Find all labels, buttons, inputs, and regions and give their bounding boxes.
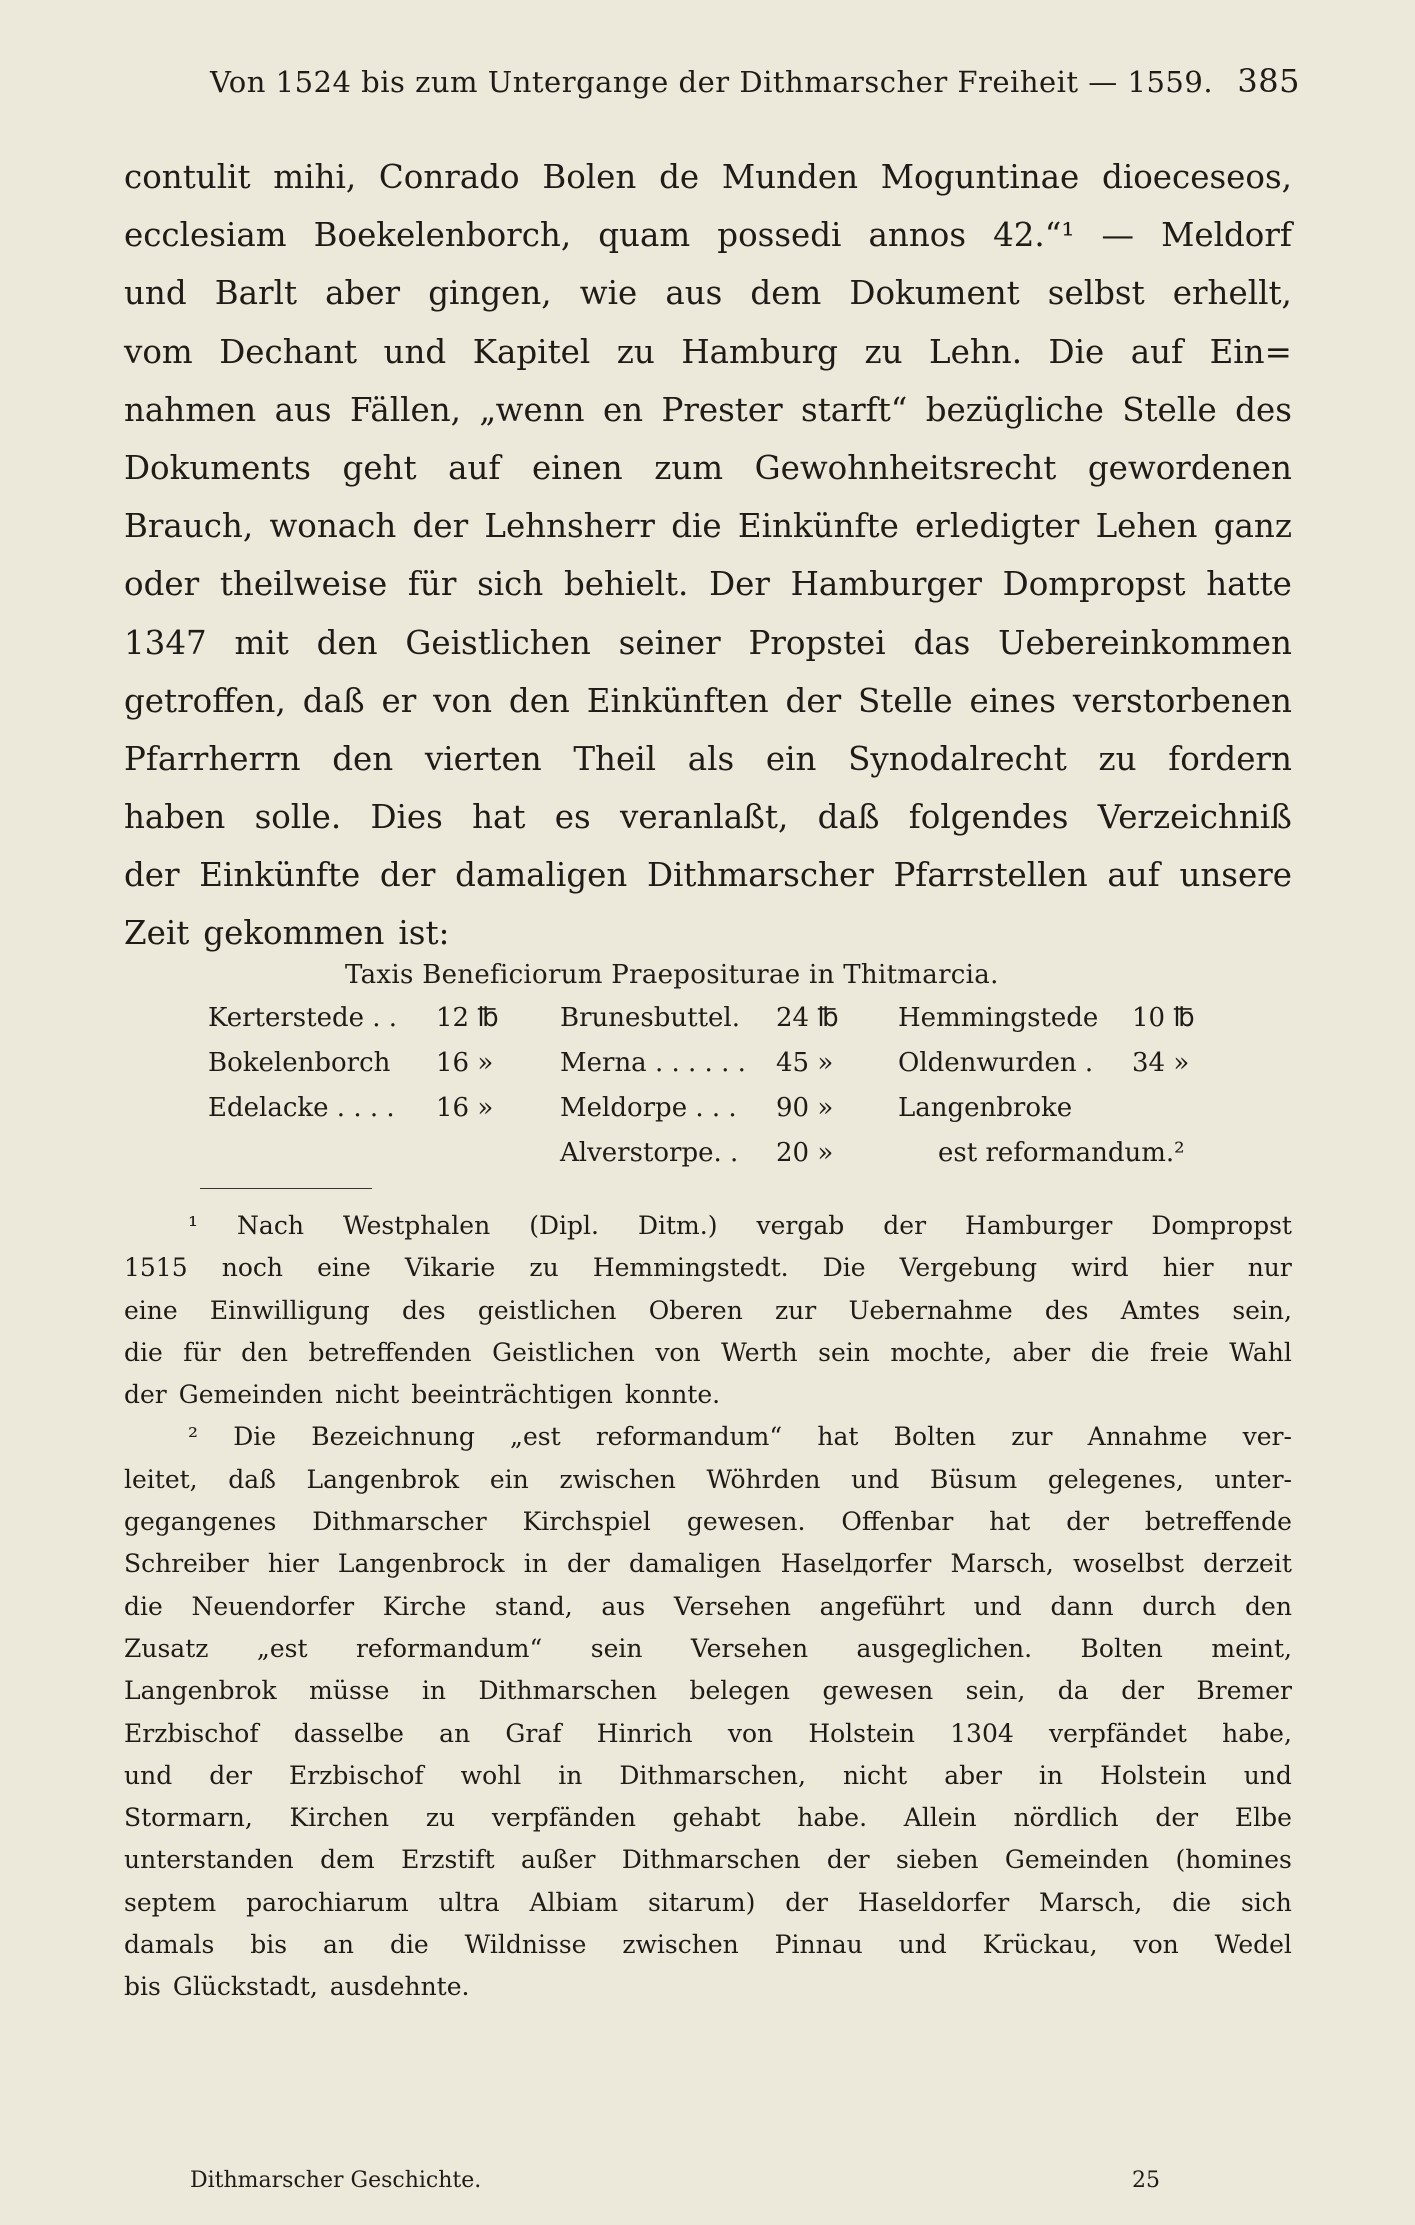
parish-value: 16 »	[436, 1048, 494, 1078]
footnote-line: Erzbischof dasselbe an Graf Hinrich von Holstein 1304 verpfändet habe,	[124, 1718, 1292, 1748]
body-line: contulit mihi, Conrado Bolen de Munden Moguntinae dioeceseos,	[124, 158, 1292, 196]
parish-name: Hemmingstede	[898, 1003, 1099, 1033]
footnote-line: die für den betreffenden Geistlichen von Werth sein mochte, aber die freie Wahl	[124, 1337, 1292, 1367]
parish-name: Edelacke . . . .	[208, 1093, 395, 1123]
footnote-divider	[200, 1188, 372, 1189]
footnote-line: die Neuendorfer Kirche stand, aus Versehen angeführt und dann durch den	[124, 1591, 1292, 1621]
parish-value: 10 ℔	[1132, 1003, 1195, 1033]
footnote-line: eine Einwilligung des geistlichen Oberen zur Uebernahme des Amtes sein,	[124, 1295, 1292, 1325]
parish-name: Brunesbuttel.	[560, 1003, 741, 1033]
footnote-line: Zusatz „est reformandum“ sein Versehen ausgeglichen. Bolten meint,	[124, 1633, 1292, 1663]
signature-mark: Dithmarscher Geschichte.	[190, 2168, 482, 2193]
taxis-table	[208, 1003, 1208, 1183]
page-number: 385	[1237, 62, 1300, 100]
body-line: ecclesiam Boekelenborch, quam possedi annos 42.“¹ — Meldorf	[124, 216, 1292, 255]
body-line: getroffen, daß er von den Einkünften der Stelle eines verstorbenen	[124, 681, 1292, 720]
taxis-row	[208, 1003, 1208, 1048]
body-line: oder theilweise für sich behielt. Der Hamburger Dompropst hatte	[124, 565, 1292, 604]
parish-value: 45 »	[776, 1048, 834, 1078]
page-footer	[190, 2168, 1160, 2193]
body-line: vom Dechant und Kapitel zu Hamburg zu Lehn. Die auf Ein=	[124, 332, 1292, 371]
main-text	[124, 148, 1292, 963]
body-line: 1347 mit den Geistlichen seiner Propstei das Uebereinkommen	[124, 623, 1292, 662]
parish-name: Bokelenborch	[208, 1048, 391, 1078]
parish-name: Kerterstede . .	[208, 1003, 398, 1033]
footnote-line: ² Die Bezeichnung „est reformandum“ hat Bolten zur Annahme ver-	[188, 1422, 1292, 1452]
parish-value: 20 »	[776, 1138, 834, 1168]
parish-value: 90 »	[776, 1093, 834, 1123]
parish-name: Meldorpe . . .	[560, 1093, 737, 1123]
body-line: haben solle. Dies hat es veranlaßt, daß folgendes Verzeichniß	[124, 798, 1292, 837]
taxis-row	[208, 1138, 1208, 1183]
body-line: der Einkünfte der damaligen Dithmarscher Pfarrstellen auf unsere	[124, 856, 1292, 895]
sheet-number: 25	[1132, 2168, 1160, 2193]
footnote-line: septem parochiarum ultra Albiam sitarum) der Haseldorfer Marsch, die sich	[124, 1887, 1292, 1917]
parish-name: est reformandum.²	[938, 1138, 1185, 1168]
footnote-line: Schreiber hier Langenbrock in der damaligen Haselдorfer Marsch, woselbst derzeit	[124, 1549, 1292, 1579]
footnote-line: 1515 noch eine Vikarie zu Hemmingstedt. Die Vergebung wird hier nur	[124, 1253, 1292, 1283]
footnote-line: Stormarn, Kirchen zu verpfänden gehabt habe. Allein nördlich der Elbe	[124, 1803, 1292, 1833]
footnote-line: und der Erzbischof wohl in Dithmarschen, nicht aber in Holstein und	[124, 1760, 1292, 1790]
footnote-line: leitet, daß Langenbrok ein zwischen Wöhrden und Büsum gelegenes, unter-	[124, 1464, 1292, 1494]
footnote-line: damals bis an die Wildnisse zwischen Pinnau und Krückau, von Wedel	[124, 1930, 1292, 1960]
footnote-line: unterstanden dem Erzstift außer Dithmarschen der sieben Gemeinden (homines	[124, 1845, 1292, 1875]
parish-name: Langenbroke	[898, 1093, 1073, 1123]
parish-value: 16 »	[436, 1093, 494, 1123]
footnote-line: der Gemeinden nicht beeinträchtigen konnte.	[124, 1380, 721, 1410]
footnote-line: bis Glückstadt, ausdehnte.	[124, 1972, 470, 2002]
body-line: Pfarrherrn den vierten Theil als ein Synodalrecht zu fordern	[124, 739, 1292, 778]
body-line: Dokuments geht auf einen zum Gewohnheitsrecht gewordenen	[124, 448, 1292, 487]
footnote-line: Langenbrok müsse in Dithmarschen belegen gewesen sein, da der Bremer	[124, 1676, 1292, 1706]
taxis-row	[208, 1093, 1208, 1138]
parish-value: 34 »	[1132, 1048, 1190, 1078]
footnote-line: gegangenes Dithmarscher Kirchspiel gewesen. Offenbar hat der betreffende	[124, 1507, 1292, 1537]
body-line: Zeit gekommen ist:	[124, 914, 450, 953]
taxis-title: Taxis Beneficiorum Praepositurae in Thitmarcia.	[345, 960, 999, 990]
footnote-line: ¹ Nach Westphalen (Dipl. Ditm.) vergab der Hamburger Dompropst	[188, 1211, 1292, 1240]
page-header	[210, 62, 1300, 100]
body-line: Brauch, wonach der Lehnsherr die Einkünfte erledigter Lehen ganz	[124, 507, 1292, 546]
parish-name: Merna . . . . . .	[560, 1048, 746, 1078]
parish-value: 12 ℔	[436, 1003, 499, 1033]
parish-name: Oldenwurden .	[898, 1048, 1094, 1078]
footnotes	[124, 1205, 1292, 2009]
taxis-row	[208, 1048, 1208, 1093]
running-head: Von 1524 bis zum Untergange der Dithmarscher Freiheit — 1559.	[210, 65, 1214, 99]
body-line: nahmen aus Fällen, „wenn en Prester starft“ bezügliche Stelle des	[124, 390, 1292, 429]
parish-name: Alverstorpe. .	[560, 1138, 739, 1168]
parish-value: 24 ℔	[776, 1003, 839, 1033]
body-line: und Barlt aber gingen, wie aus dem Dokument selbst erhellt,	[124, 274, 1292, 313]
